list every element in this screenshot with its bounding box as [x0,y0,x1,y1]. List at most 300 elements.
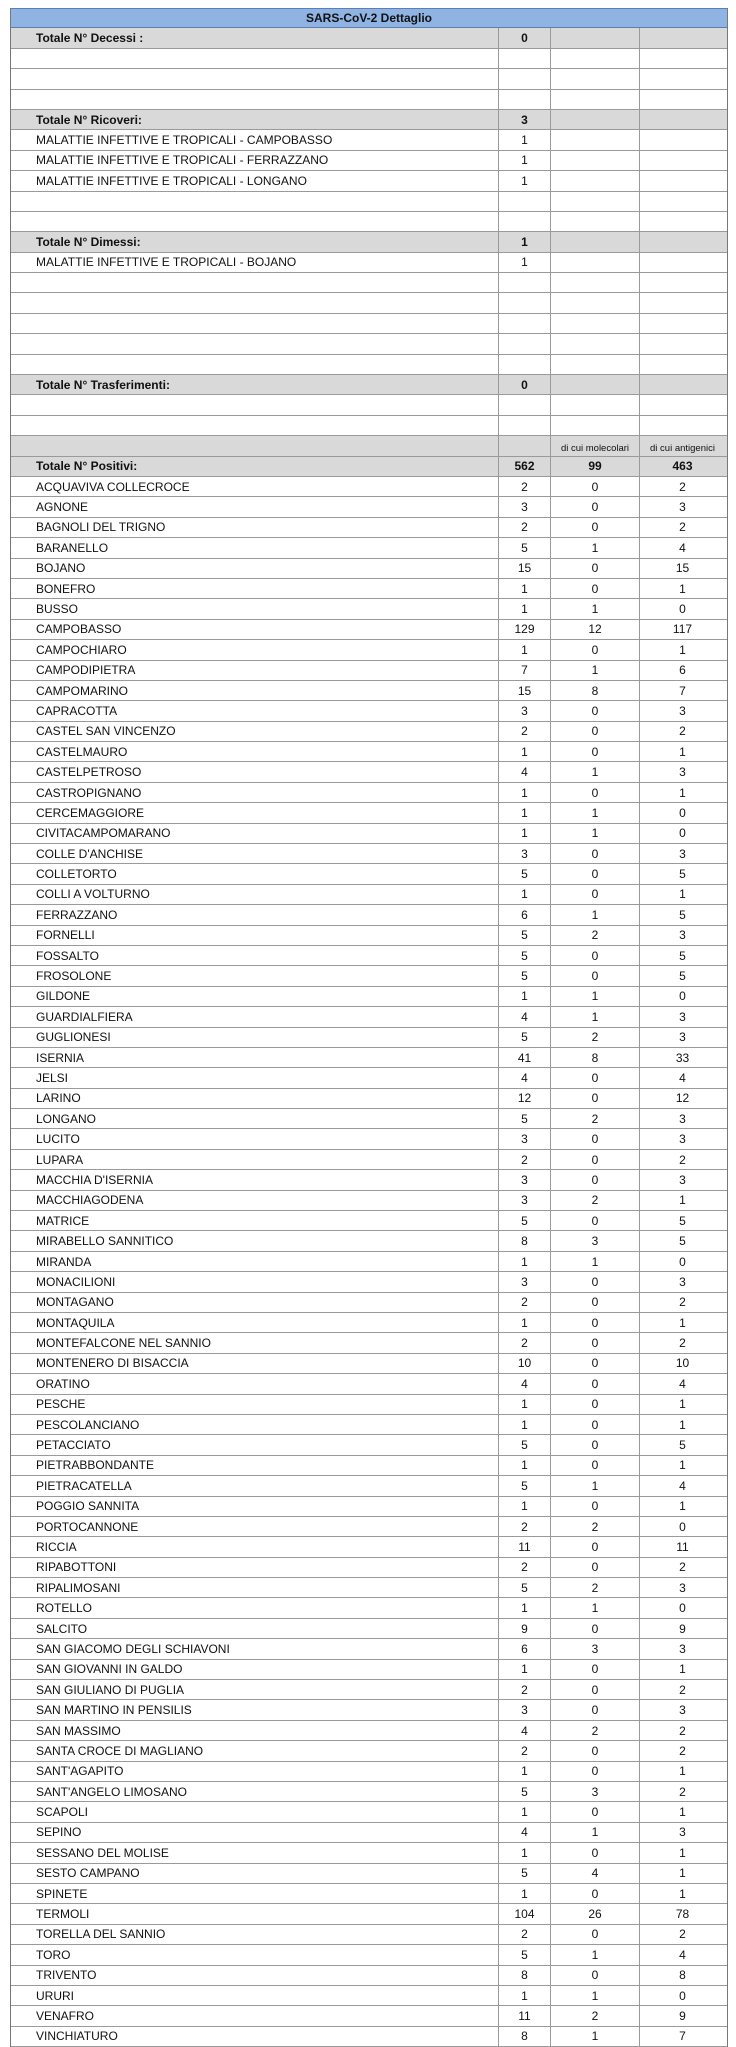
table-row[interactable] [11,253,727,273]
comune-antigenici: 3 [679,1274,686,1289]
comune-antigenici: 3 [679,1703,686,1718]
table-row[interactable] [11,1843,727,1863]
table-row[interactable] [11,1293,727,1313]
comune-antigenici: 8 [679,1968,686,1983]
table-row[interactable] [11,1884,727,1904]
comune-antigenici: 4 [679,1071,686,1085]
comune-antigenici: 7 [679,2029,686,2044]
comune-antigenici: 2 [679,1560,686,1575]
empty-row[interactable] [11,395,727,415]
ward-value: 1 [499,130,551,149]
empty-row[interactable] [11,49,727,69]
table-row[interactable] [11,1211,727,1231]
comune-total: 5 [499,966,551,985]
table-row[interactable] [11,1007,727,1027]
table-row[interactable] [11,1966,727,1986]
comune-name: RIPALIMOSANI [11,1578,499,1597]
empty-cell [551,130,640,149]
comune-name: LUPARA [11,1150,499,1169]
comune-antigenici: 0 [679,1519,686,1534]
comune-molecolari: 0 [551,1395,640,1414]
comune-total: 2 [499,518,551,537]
comune-name: BONEFRO [11,579,499,598]
comune-total: 4 [499,1823,551,1842]
table-row[interactable] [11,681,727,701]
comune-total: 4 [499,1007,551,1026]
comune-molecolari: 0 [551,844,640,863]
comune-molecolari: 1 [551,1476,640,1495]
table-row[interactable] [11,640,727,660]
table-row[interactable] [11,1537,727,1557]
comune-molecolari: 0 [551,1741,640,1760]
comune-total: 2 [499,1558,551,1577]
comune-name: SAN MARTINO IN PENSILIS [11,1700,499,1719]
empty-cell [551,375,640,394]
comune-name: MONTENERO DI BISACCIA [11,1354,499,1373]
comune-total: 2 [499,1150,551,1169]
table-row[interactable] [11,1170,727,1190]
comune-name: BOJANO [11,559,499,578]
comune-name: FROSOLONE [11,966,499,985]
empty-row[interactable] [11,355,727,375]
comune-name: CASTELPETROSO [11,762,499,781]
comune-name: CERCEMAGGIORE [11,803,499,822]
comune-molecolari: 0 [551,1272,640,1291]
comune-molecolari: 1 [551,599,640,618]
comune-total: 129 [499,620,551,639]
comune-molecolari: 0 [551,1354,640,1373]
comune-name: PESCOLANCIANO [11,1415,499,1434]
decessi-total-row[interactable] [11,28,727,48]
comune-molecolari: 0 [551,640,640,659]
comune-name: SESSANO DEL MOLISE [11,1843,499,1862]
empty-cell [640,375,725,394]
comune-total: 8 [499,2027,551,2046]
ward-name: MALATTIE INFETTIVE E TROPICALI - LONGANO [11,171,499,190]
comune-name: CASTROPIGNANO [11,783,499,802]
table-row[interactable] [11,1721,727,1741]
table-row[interactable] [11,151,727,171]
comune-molecolari: 1 [551,1252,640,1271]
comune-antigenici: 1 [679,1805,686,1820]
table-row[interactable] [11,1231,727,1251]
comune-molecolari: 3 [551,1231,640,1250]
table-row[interactable] [11,1864,727,1884]
comune-total: 5 [499,946,551,965]
comune-antigenici: 33 [675,1050,690,1065]
comune-name: GUGLIONESI [11,1028,499,1047]
table-row[interactable] [11,1578,727,1598]
comune-antigenici: 4 [679,1478,686,1493]
comune-total: 3 [499,1700,551,1719]
comune-name: TERMOLI [11,1904,499,1923]
empty-row[interactable] [11,192,727,212]
comune-antigenici: 1 [679,1397,686,1412]
comune-molecolari: 1 [551,1945,640,1964]
empty-cell [640,171,725,190]
table-row[interactable] [11,1252,727,1272]
table-row[interactable] [11,538,727,558]
table-row[interactable] [11,1517,727,1537]
table-row[interactable] [11,1415,727,1435]
table-row[interactable] [11,987,727,1007]
comune-antigenici: 1 [679,1845,686,1860]
table-row[interactable] [11,762,727,782]
comune-name: SAN GIACOMO DEGLI SCHIAVONI [11,1639,499,1658]
comune-antigenici: 1 [679,581,686,596]
table-row[interactable] [11,1925,727,1945]
comune-total: 1 [499,987,551,1006]
comune-molecolari: 2 [551,1191,640,1210]
empty-row[interactable] [11,69,727,89]
comune-molecolari: 0 [551,1170,640,1189]
comune-total: 5 [499,538,551,557]
comune-antigenici: 0 [679,826,686,841]
comune-total: 1 [499,1456,551,1475]
table-row[interactable] [11,1741,727,1761]
comune-molecolari: 0 [551,1660,640,1679]
comune-molecolari: 0 [551,579,640,598]
empty-row[interactable] [11,334,727,354]
ward-name: MALATTIE INFETTIVE E TROPICALI - BOJANO [11,253,499,272]
comune-total: 2 [499,1293,551,1312]
empty-row[interactable] [11,416,727,436]
empty-cell [640,253,725,272]
table-row[interactable] [11,1802,727,1822]
comune-name: MONTAQUILA [11,1313,499,1332]
comune-molecolari: 2 [551,2006,640,2025]
comune-name: MACCHIAGODENA [11,1191,499,1210]
comune-name: VENAFRO [11,2006,499,2025]
comune-antigenici: 1 [679,785,686,800]
table-row[interactable] [11,1700,727,1720]
comune-molecolari: 0 [551,1497,640,1516]
trasferimenti-total-row[interactable] [11,375,727,395]
comune-total: 5 [499,1476,551,1495]
comune-molecolari: 0 [551,1558,640,1577]
comune-antigenici: 117 [672,622,693,637]
empty-cell [11,436,499,455]
table-row[interactable] [11,1129,727,1149]
ricoveri-total-row[interactable] [11,110,727,130]
empty-cell [551,151,640,170]
comune-name: ROTELLO [11,1598,499,1617]
comune-total: 1 [499,1313,551,1332]
comune-name: VINCHIATURO [11,2027,499,2046]
table-row[interactable] [11,1558,727,1578]
comune-antigenici: 1 [679,744,686,759]
comune-molecolari: 4 [551,1864,640,1883]
table-row[interactable] [11,783,727,803]
table-row[interactable] [11,1660,727,1680]
comune-antigenici: 2 [679,1336,686,1351]
empty-cell [499,436,551,455]
comune-total: 3 [499,1170,551,1189]
positivi-total: 562 [499,457,551,476]
comune-antigenici: 3 [679,765,686,780]
dimessi-value: 1 [499,232,551,251]
comune-name: URURI [11,1986,499,2005]
comune-molecolari: 0 [551,518,640,537]
table-row[interactable] [11,722,727,742]
comune-total: 1 [499,1497,551,1516]
dimessi-total-row[interactable] [11,232,727,252]
comune-molecolari: 0 [551,1884,640,1903]
comune-total: 2 [499,1741,551,1760]
comune-antigenici: 2 [679,1784,686,1799]
comune-antigenici: 2 [679,1295,686,1310]
comune-molecolari: 1 [551,2027,640,2046]
table-row[interactable] [11,1904,727,1924]
comune-name: ACQUAVIVA COLLECROCE [11,477,499,496]
positivi-molecolari: 99 [551,457,640,476]
comune-name: COLLETORTO [11,864,499,883]
comune-molecolari: 0 [551,1802,640,1821]
table-row[interactable] [11,1986,727,2006]
comune-total: 5 [499,1435,551,1454]
table-row[interactable] [11,1089,727,1109]
comune-total: 2 [499,722,551,741]
table-row[interactable] [11,1456,727,1476]
table-row[interactable] [11,620,727,640]
table-row[interactable] [11,1639,727,1659]
table-row[interactable] [11,1048,727,1068]
comune-antigenici: 1 [679,1315,686,1330]
table-row[interactable] [11,1333,727,1353]
comune-antigenici: 5 [679,867,686,882]
positivi-label: Totale N° Positivi: [11,457,499,476]
comune-name: GUARDIALFIERA [11,1007,499,1026]
comune-name: SANT'ANGELO LIMOSANO [11,1782,499,1801]
table-row[interactable] [11,559,727,579]
positivi-subheader-row[interactable] [11,436,727,456]
table-row[interactable] [11,1945,727,1965]
table-row[interactable] [11,1191,727,1211]
comune-total: 2 [499,1680,551,1699]
comune-antigenici: 1 [679,1193,686,1208]
comune-total: 5 [499,1109,551,1128]
table-row[interactable] [11,130,727,150]
comune-molecolari: 1 [551,1823,640,1842]
table-row[interactable] [11,1272,727,1292]
table-row[interactable] [11,1762,727,1782]
comune-name: ISERNIA [11,1048,499,1067]
table-row[interactable] [11,2006,727,2026]
comune-total: 3 [499,1129,551,1148]
comune-antigenici: 1 [679,1499,686,1514]
comune-name: PESCHE [11,1395,499,1414]
table-row[interactable] [11,824,727,844]
table-row[interactable] [11,1395,727,1415]
comune-antigenici: 3 [679,703,686,718]
comune-name: COLLI A VOLTURNO [11,885,499,904]
empty-row[interactable] [11,273,727,293]
comune-molecolari: 0 [551,946,640,965]
table-row[interactable] [11,885,727,905]
comune-antigenici: 3 [679,928,686,943]
comune-molecolari: 1 [551,803,640,822]
comune-molecolari: 0 [551,783,640,802]
table-row[interactable] [11,171,727,191]
comune-molecolari: 26 [551,1904,640,1923]
spreadsheet [10,8,728,2047]
comune-name: SAN MASSIMO [11,1721,499,1740]
comune-antigenici: 0 [679,805,686,820]
table-row[interactable] [11,742,727,762]
comune-name: POGGIO SANNITA [11,1497,499,1516]
table-row[interactable] [11,661,727,681]
comune-molecolari: 0 [551,864,640,883]
empty-row[interactable] [11,293,727,313]
comune-name: LUCITO [11,1129,499,1148]
table-row[interactable] [11,1823,727,1843]
comune-molecolari: 0 [551,1068,640,1087]
table-row[interactable] [11,1497,727,1517]
table-row[interactable] [11,1782,727,1802]
comune-name: ORATINO [11,1374,499,1393]
positivi-total-row[interactable] [11,457,727,477]
comune-total: 5 [499,1864,551,1883]
comune-total: 1 [499,1802,551,1821]
comune-name: CASTELMAURO [11,742,499,761]
comune-antigenici: 1 [679,1417,686,1432]
comune-molecolari: 0 [551,1150,640,1169]
table-row[interactable] [11,1313,727,1333]
empty-cell [640,28,725,47]
table-row[interactable] [11,946,727,966]
comune-antigenici: 5 [679,1213,686,1228]
table-row[interactable] [11,1619,727,1639]
comune-antigenici: 3 [679,1030,686,1045]
comune-antigenici: 2 [679,1927,686,1942]
comune-name: PIETRABBONDANTE [11,1456,499,1475]
comune-total: 2 [499,1333,551,1352]
comune-antigenici: 1 [679,1886,686,1901]
comune-name: MONTEFALCONE NEL SANNIO [11,1333,499,1352]
comune-antigenici: 3 [679,1009,686,1024]
comune-name: SPINETE [11,1884,499,1903]
comune-antigenici: 4 [679,1376,686,1391]
comune-antigenici: 5 [679,1234,686,1249]
comune-name: LONGANO [11,1109,499,1128]
empty-row[interactable] [11,314,727,334]
comune-molecolari: 1 [551,905,640,924]
comune-total: 1 [499,1660,551,1679]
table-row[interactable] [11,497,727,517]
comune-total: 10 [499,1354,551,1373]
ricoveri-label: Totale N° Ricoveri: [11,110,499,129]
comune-antigenici: 0 [679,1254,686,1269]
comune-molecolari: 0 [551,1211,640,1230]
table-row[interactable] [11,1598,727,1618]
comune-molecolari: 0 [551,1415,640,1434]
comune-total: 1 [499,1395,551,1414]
table-row[interactable] [11,1068,727,1088]
empty-row[interactable] [11,90,727,110]
comune-antigenici: 3 [679,1825,686,1840]
comune-molecolari: 1 [551,824,640,843]
decessi-label: Totale N° Decessi : [11,28,499,47]
comune-antigenici: 0 [679,1601,686,1616]
table-row[interactable] [11,1109,727,1129]
comune-total: 1 [499,599,551,618]
comune-antigenici: 3 [679,1172,686,1187]
comune-molecolari: 0 [551,742,640,761]
table-row[interactable] [11,2027,727,2047]
table-row[interactable] [11,1150,727,1170]
table-row[interactable] [11,864,727,884]
comune-total: 8 [499,1966,551,1985]
comune-name: CASTEL SAN VINCENZO [11,722,499,741]
comune-total: 1 [499,885,551,904]
empty-row[interactable] [11,212,727,232]
comune-name: SCAPOLI [11,1802,499,1821]
table-row[interactable] [11,844,727,864]
comune-antigenici: 11 [676,1539,689,1554]
comune-total: 7 [499,661,551,680]
comune-name: BAGNOLI DEL TRIGNO [11,518,499,537]
comune-name: GILDONE [11,987,499,1006]
comune-molecolari: 0 [551,1333,640,1352]
comune-name: FOSSALTO [11,946,499,965]
comune-total: 5 [499,864,551,883]
table-row[interactable] [11,701,727,721]
comune-name: MIRABELLO SANNITICO [11,1231,499,1250]
table-row[interactable] [11,1680,727,1700]
comune-name: MONTAGANO [11,1293,499,1312]
comune-total: 1 [499,1762,551,1781]
table-row[interactable] [11,1354,727,1374]
table-row[interactable] [11,579,727,599]
comune-name: CAPRACOTTA [11,701,499,720]
table-row[interactable] [11,1435,727,1455]
comune-antigenici: 9 [679,1621,686,1636]
table-row[interactable] [11,1374,727,1394]
table-row[interactable] [11,803,727,823]
table-row[interactable] [11,926,727,946]
comune-molecolari: 0 [551,701,640,720]
comune-name: PIETRACATELLA [11,1476,499,1495]
comune-name: SAN GIULIANO DI PUGLIA [11,1680,499,1699]
table-row[interactable] [11,905,727,925]
empty-cell [640,151,725,170]
comune-name: MIRANDA [11,1252,499,1271]
comune-total: 5 [499,1782,551,1801]
positivi-antigenici: 463 [672,459,693,474]
table-row[interactable] [11,1028,727,1048]
table-row[interactable] [11,1476,727,1496]
table-row[interactable] [11,518,727,538]
comune-name: COLLE D'ANCHISE [11,844,499,863]
sheet-title-row[interactable] [11,8,727,28]
comune-molecolari: 0 [551,477,640,496]
comune-name: BUSSO [11,599,499,618]
comune-antigenici: 1 [679,1764,686,1779]
comune-total: 1 [499,1986,551,2005]
table-row[interactable] [11,477,727,497]
comune-molecolari: 2 [551,1578,640,1597]
empty-cell [551,110,640,129]
ricoveri-list [11,130,727,191]
empty-cell [640,130,725,149]
empty-cell [551,232,640,251]
comune-total: 1 [499,803,551,822]
table-row[interactable] [11,966,727,986]
comune-antigenici: 9 [679,2008,686,2023]
table-row[interactable] [11,599,727,619]
comune-antigenici: 2 [679,724,686,739]
comune-molecolari: 1 [551,1598,640,1617]
